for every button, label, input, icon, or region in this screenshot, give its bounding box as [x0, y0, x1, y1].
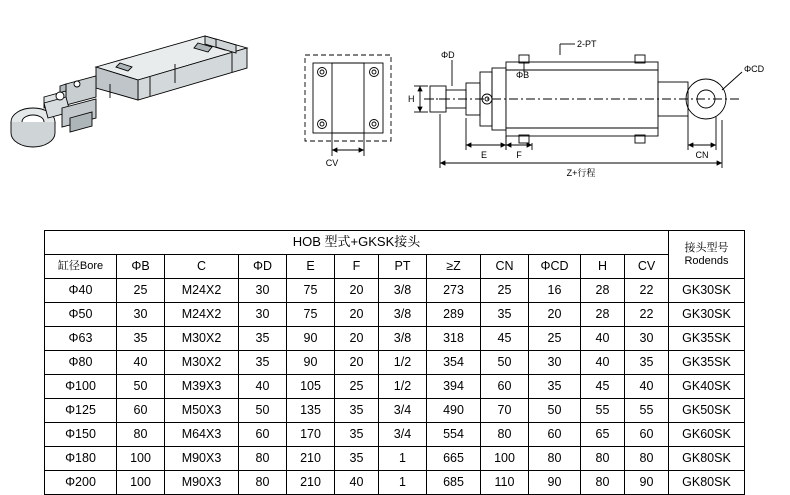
label-e: E — [480, 150, 488, 160]
cell-value: 20 — [335, 351, 379, 375]
cell-value: 65 — [581, 423, 625, 447]
col-header-cv: CV — [625, 255, 669, 279]
table-row — [45, 351, 745, 375]
cell-value: 90 — [287, 327, 335, 351]
cell-value: M64X3 — [165, 423, 239, 447]
cell-value: 22 — [625, 279, 669, 303]
cell-rodend: GK35SK — [669, 327, 745, 351]
cell-value: 80 — [117, 423, 165, 447]
cell-value: 35 — [117, 327, 165, 351]
table-column-row — [45, 255, 745, 279]
connector-type-header — [669, 231, 745, 279]
cell-value: 210 — [287, 447, 335, 471]
cell-bore: Φ50 — [45, 303, 117, 327]
cell-bore: Φ180 — [45, 447, 117, 471]
table-row — [45, 423, 745, 447]
label-z: Z+行程 — [566, 168, 596, 178]
cell-value: 30 — [239, 303, 287, 327]
cell-value: 55 — [581, 399, 625, 423]
col-header-phi-d: ΦD — [239, 255, 287, 279]
cell-value: M30X2 — [165, 327, 239, 351]
label-2pt: 2-PT — [577, 39, 597, 49]
label-phi-cd: ΦCD — [744, 64, 765, 74]
cell-value: 1/2 — [379, 351, 427, 375]
cell-value: 55 — [625, 399, 669, 423]
cell-value: 50 — [481, 351, 529, 375]
col-header-e: E — [287, 255, 335, 279]
connector-type-header-en: Rodends — [684, 254, 729, 267]
cell-rodend: GK80SK — [669, 471, 745, 495]
cell-rodend: GK30SK — [669, 303, 745, 327]
flange-front-view — [305, 55, 391, 156]
cell-value: 490 — [427, 399, 481, 423]
cell-value: 554 — [427, 423, 481, 447]
cell-value: 70 — [481, 399, 529, 423]
cell-value: 80 — [239, 471, 287, 495]
cell-value: 80 — [529, 447, 581, 471]
cell-value: 35 — [481, 303, 529, 327]
table-row — [45, 279, 745, 303]
cell-value: 25 — [117, 279, 165, 303]
cell-value: M39X3 — [165, 375, 239, 399]
cell-value: 90 — [529, 471, 581, 495]
cell-value: 80 — [239, 447, 287, 471]
cell-value: 3/4 — [379, 423, 427, 447]
cell-value: 685 — [427, 471, 481, 495]
cell-value: 75 — [287, 303, 335, 327]
cell-value: 100 — [481, 447, 529, 471]
cell-value: 170 — [287, 423, 335, 447]
cell-value: 75 — [287, 279, 335, 303]
cell-rodend: GK40SK — [669, 375, 745, 399]
cell-value: 80 — [625, 447, 669, 471]
cell-value: 90 — [625, 471, 669, 495]
cell-rodend: GK30SK — [669, 279, 745, 303]
cell-value: 100 — [117, 447, 165, 471]
cell-value: M24X2 — [165, 303, 239, 327]
cell-value: 20 — [335, 327, 379, 351]
table-row — [45, 447, 745, 471]
cell-bore: Φ40 — [45, 279, 117, 303]
cell-bore: Φ200 — [45, 471, 117, 495]
cell-rodend: GK50SK — [669, 399, 745, 423]
cell-value: 35 — [335, 447, 379, 471]
cell-value: 30 — [625, 327, 669, 351]
label-phi-d: ΦD — [441, 50, 455, 60]
cell-value: 16 — [529, 279, 581, 303]
technical-drawings-area — [0, 0, 790, 205]
cell-value: 3/8 — [379, 279, 427, 303]
table-row — [45, 303, 745, 327]
table-title-row — [45, 231, 745, 255]
spec-table — [44, 230, 745, 495]
cell-value: M50X3 — [165, 399, 239, 423]
spec-table-body — [45, 279, 745, 495]
cell-bore: Φ100 — [45, 375, 117, 399]
cell-value: 210 — [287, 471, 335, 495]
col-header-cn: CN — [481, 255, 529, 279]
cell-value: 25 — [481, 279, 529, 303]
cell-value: 80 — [581, 447, 625, 471]
table-title: HOB 型式+GKSK接头 — [45, 231, 669, 255]
cell-value: 22 — [625, 303, 669, 327]
cell-value: 273 — [427, 279, 481, 303]
cell-value: 25 — [529, 327, 581, 351]
cell-value: 40 — [117, 351, 165, 375]
table-row — [45, 375, 745, 399]
label-phi-b: ΦB — [516, 70, 530, 80]
col-header-phi-cd: ΦCD — [529, 255, 581, 279]
cell-value: M90X3 — [165, 447, 239, 471]
cell-value: 30 — [239, 279, 287, 303]
iso-cylinder-drawing — [11, 36, 247, 147]
cell-value: 35 — [335, 399, 379, 423]
col-header-z: ≥Z — [427, 255, 481, 279]
cell-value: 80 — [581, 471, 625, 495]
cell-value: 35 — [335, 423, 379, 447]
cell-value: 100 — [117, 471, 165, 495]
table-row — [45, 399, 745, 423]
cell-rodend: GK60SK — [669, 423, 745, 447]
label-cv: CV — [325, 158, 339, 168]
cell-value: 28 — [581, 303, 625, 327]
drawings-svg — [0, 0, 790, 205]
connector-type-header-cn: 接头型号 — [684, 241, 729, 254]
col-header-f: F — [335, 255, 379, 279]
table-row — [45, 471, 745, 495]
cell-value: 50 — [239, 399, 287, 423]
cell-value: 20 — [529, 303, 581, 327]
cell-value: M90X3 — [165, 471, 239, 495]
cell-value: 60 — [625, 423, 669, 447]
spec-table-head — [45, 231, 745, 279]
cell-value: 40 — [335, 471, 379, 495]
label-cn: CN — [695, 150, 709, 160]
cell-value: 40 — [625, 375, 669, 399]
cell-value: 3/4 — [379, 399, 427, 423]
cell-value: 40 — [581, 327, 625, 351]
cell-value: 45 — [581, 375, 625, 399]
col-header-pt: PT — [379, 255, 427, 279]
cell-value: 60 — [239, 423, 287, 447]
cell-value: 45 — [481, 327, 529, 351]
cell-value: 35 — [625, 351, 669, 375]
cell-rodend: GK35SK — [669, 351, 745, 375]
cell-value: 354 — [427, 351, 481, 375]
cell-value: 3/8 — [379, 303, 427, 327]
cell-value: 40 — [581, 351, 625, 375]
col-header-h: H — [581, 255, 625, 279]
cell-value: 90 — [287, 351, 335, 375]
cell-value: 50 — [529, 399, 581, 423]
cell-value: 135 — [287, 399, 335, 423]
cell-value: 105 — [287, 375, 335, 399]
cell-value: 40 — [239, 375, 287, 399]
cell-value: 25 — [335, 375, 379, 399]
cell-value: 318 — [427, 327, 481, 351]
cell-value: 110 — [481, 471, 529, 495]
cell-value: 30 — [117, 303, 165, 327]
cell-value: 28 — [581, 279, 625, 303]
cell-value: 20 — [335, 303, 379, 327]
cell-value: M24X2 — [165, 279, 239, 303]
cell-value: 35 — [239, 327, 287, 351]
cell-bore: Φ80 — [45, 351, 117, 375]
cell-value: 30 — [529, 351, 581, 375]
label-h: H — [408, 94, 415, 104]
cell-bore: Φ125 — [45, 399, 117, 423]
cell-value: 50 — [117, 375, 165, 399]
cell-value: 3/8 — [379, 327, 427, 351]
cell-value: 35 — [239, 351, 287, 375]
col-header-bore: 缸径Bore — [45, 255, 117, 279]
cell-value: M30X2 — [165, 351, 239, 375]
cell-rodend: GK80SK — [669, 447, 745, 471]
cell-value: 80 — [481, 423, 529, 447]
cell-value: 289 — [427, 303, 481, 327]
spec-table-container — [44, 230, 744, 495]
cell-value: 60 — [529, 423, 581, 447]
cell-value: 1 — [379, 471, 427, 495]
cell-value: 1/2 — [379, 375, 427, 399]
cell-value: 60 — [117, 399, 165, 423]
cylinder-section-view — [414, 44, 742, 168]
cell-value: 60 — [481, 375, 529, 399]
table-row — [45, 327, 745, 351]
cell-value: 35 — [529, 375, 581, 399]
label-f: F — [516, 150, 522, 160]
cell-value: 394 — [427, 375, 481, 399]
cell-bore: Φ150 — [45, 423, 117, 447]
cell-value: 1 — [379, 447, 427, 471]
cell-value: 20 — [335, 279, 379, 303]
col-header-phi-b: ΦB — [117, 255, 165, 279]
cell-value: 665 — [427, 447, 481, 471]
cell-bore: Φ63 — [45, 327, 117, 351]
col-header-c: C — [165, 255, 239, 279]
